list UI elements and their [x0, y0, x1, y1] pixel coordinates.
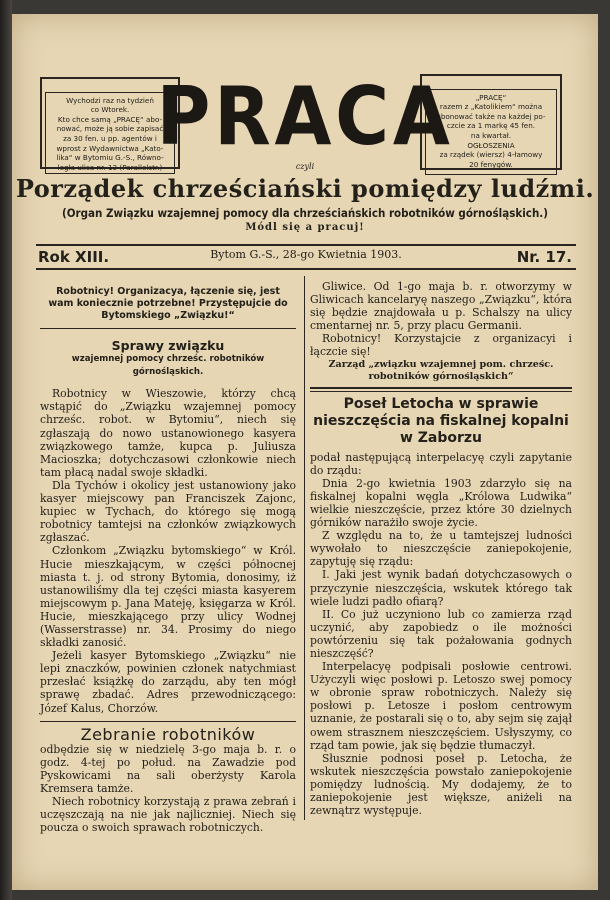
- column-divider: [304, 276, 305, 820]
- section-rule: [40, 328, 296, 329]
- article-paragraph: II. Co już uczyniono lub co zamierza rząd uczynić, aby zapobiedz o ile możności powtórzeniu się tak pożałowania godnych nieszczęść?: [310, 607, 572, 660]
- organ-line: (Organ Związku wzajemnej pomocy dla chrześciańskich robotników górnośląskich.): [62, 206, 548, 220]
- article-paragraph: Robotnicy w Wieszowie, którzy chcą wstąpić do „Związku wzajemnej pomocy chrześc. robot. w Bytomiu“, niech się zgłaszają do nowo ustanowionego kasyera związkowego tamże, kupca p. Juliusza Macioszka; dotychczasowi członkowie niech tam płacą nadal swoje składki.: [40, 387, 296, 479]
- issue-bar: [36, 248, 576, 266]
- article-paragraph: I. Jaki jest wynik badań dotychczasowych o przyczynie nieszczęścia, wskutek którego tak wiele ludzi padło ofiarą?: [310, 568, 572, 608]
- book-binding: [0, 0, 12, 900]
- section-heading-interpellation: Poseł Letocha w sprawie nieszczęścia na fiskalnej kopalni w Zaborzu: [313, 395, 569, 446]
- section-heading-meeting: Zebranie robotników: [80, 724, 256, 744]
- newspaper-title: PRACA: [156, 70, 454, 163]
- article-paragraph: Dnia 2-go kwietnia 1903 zdarzyło się na fiskalnej kopalni węgla „Królowa Ludwika“ wielkie nieszczęście, przez które 30 dzielnych górników narażiło swoje życie.: [310, 476, 572, 530]
- place-date: Bytom G.-S., 28-go Kwietnia 1903.: [210, 248, 402, 261]
- issue-number: Nr. 17.: [516, 248, 572, 266]
- article-paragraph: Jeżeli kasyer Bytomskiego „Związku“ nie lepi znaczków, powinien członek natychmiast przesłać książkę do zarządu, aby ten mógł sprawę zbadać. Adres przewodniczącego: Józef Kalus, Chorzów.: [40, 649, 296, 715]
- section-rule: [310, 387, 572, 392]
- title-connector: czyli: [295, 162, 315, 171]
- article-paragraph: Słusznie podnosi poseł p. Letocha, że wskutek nieszczęścia powstało zaniepokojenie pomiędzy ludnością. My dodajemy, że to zaniepokojenie jest większe, aniżeli na zewnątrz występuje.: [310, 751, 572, 818]
- article-paragraph: Interpelacyę podpisali posłowie centrowi. Użyczyli więc posłowi p. Letoszo swej pomocy w obronie spraw robotniczych. Należy się posłowi p. Letosze i posłom centrowym uznanie, że postarali się o to, aby sejm się zajął owem strasznem nieszczęściem. Usłyszymy, co rząd tam powie, jak się będzie tłumaczył.: [310, 660, 572, 752]
- left-column: [40, 280, 296, 834]
- article-paragraph: Z względu na to, że u tamtejszej ludności wywołało to nieszczęście zaniepokojenie, zapytuję się rządu:: [310, 529, 572, 569]
- article-paragraph: podał następującą interpelacyę czyli zapytanie do rządu:: [310, 450, 572, 477]
- header-rule-bottom: [36, 268, 576, 270]
- header-rule-top: [36, 244, 576, 246]
- article-paragraph: Robotnicy! Korzystajcie z organizacyi i łączcie się!: [310, 332, 572, 359]
- section-heading-union: Sprawy związku: [111, 338, 225, 353]
- newspaper-subtitle: Porządek chrześciański pomiędzy ludźmi.: [15, 174, 595, 203]
- article-paragraph: odbędzie się w niedzielę 3-go maja b. r. o godz. 4-tej po połud. na Zawadzie pod Pyskowicami na sali oberżysty Karola Kremsera tamże.: [40, 742, 296, 795]
- appeal-lead: Robotnicy! Organizacya, łączenie się, jest wam koniecznie potrzebne! Przystępujcie do Bytomskiego „Związku!“: [48, 286, 288, 321]
- motto: Módl się a pracuj!: [245, 222, 365, 233]
- right-column: [310, 280, 572, 817]
- newspaper-page: [12, 14, 598, 890]
- section-rule: [40, 721, 296, 722]
- article-paragraph: Członkom „Związku bytomskiego“ w Król. Hucie mieszkającym, w części północnej miasta t. j. od strony Bytomia, donosimy, iż ustanowiliśmy dla tej części miasta kasyerem miejscowym p. Jana Mateję, księgarza w Król. Hucie, mieszkającego przy ulicy Wodnej (Wasserstrasse) nr. 34. Prosimy do niego składki zanosić.: [40, 544, 296, 650]
- article-paragraph: Dla Tychów i okolicy jest ustanowiony jako kasyer miejscowy pan Franciszek Zajonc, kupiec w Tychach, do którego się mogą robotnicy tamtejsi na członków związkowych zgłaszać.: [40, 478, 296, 545]
- section-subheading-union: wzajemnej pomocy chrześc. robotników górnośląskich.: [71, 354, 265, 378]
- advertising-notice-text: „PRACĘ“ razem z „Katolikiem“ można abonować także na każdej po- czcie za 1 markę 45 fen. na kwartał. OGŁOSZENIA za rządek (wiersz) 4-łamowy 20 fenygów.: [425, 89, 557, 175]
- board-signature: Zarząd „związku wzajemnej pom. chrześc. robotników górnośląskich“: [328, 358, 554, 382]
- article-paragraph: Niech robotnicy korzystają z prawa zebrań i uczęszczają na nie jak najliczniej. Niech się poucza o swoich sprawach robotniczych.: [40, 795, 296, 835]
- article-paragraph: Gliwice. Od 1-go maja b. r. otworzymy w Gliwicach kancelaryę naszego „Związku“, która się będzie znajdowała u p. Schalszy na ulicy cmentarnej nr. 5, przy placu Germanii.: [310, 280, 572, 333]
- subscription-notice-text: Wychodzi raz na tydzień co Wtorek. Kto chce samą „PRACĘ“ abo- nować, może ją sobie zapisać za 30 fen. u pp. agentów i wprost z Wydawnictwa „Kato- lika“ w Bytomiu G.-S., Równo- legła ulica nr. 13 (Parallelstr.): [45, 92, 175, 174]
- volume-number: Rok XIII.: [38, 248, 110, 266]
